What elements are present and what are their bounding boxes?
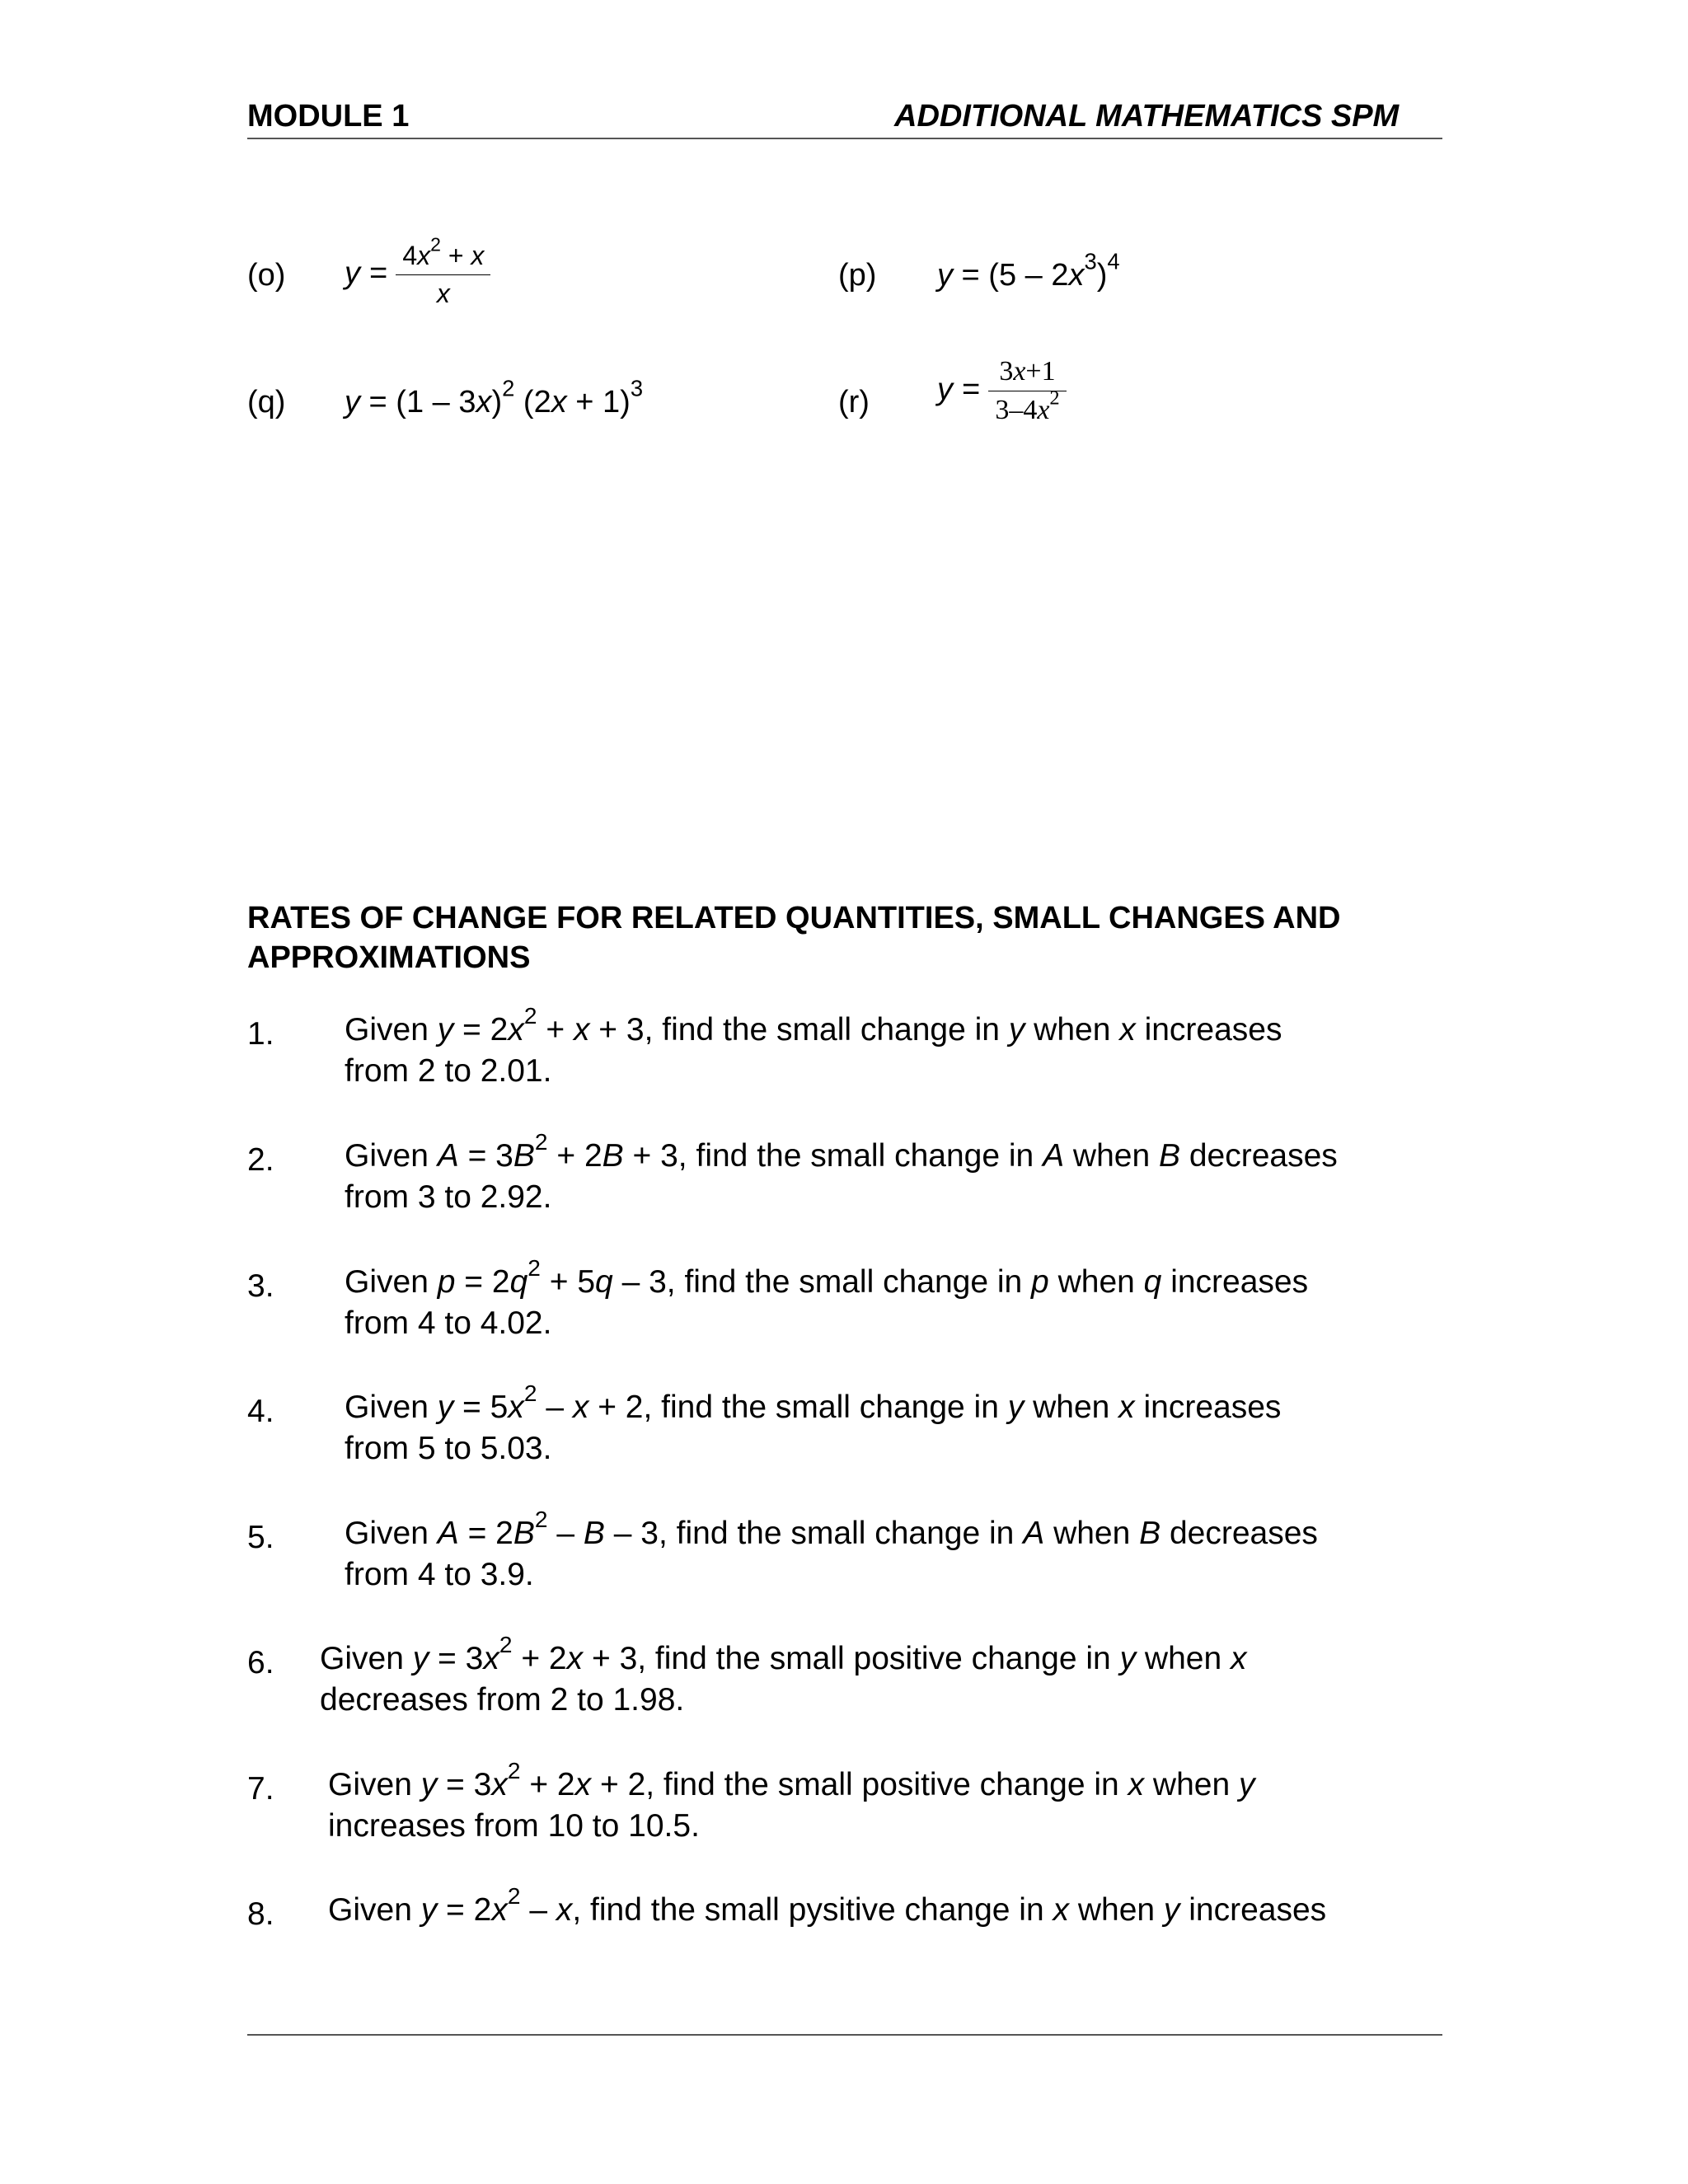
question-line: from 2 to 2.01.	[345, 1053, 552, 1089]
question-text	[345, 1254, 1309, 1344]
question-line: Given $y = 3x^2 + 2x + 2$, find the small positive change in x when y	[328, 1757, 1255, 1802]
question-line: Given $y = 2x^2 - x$, find the small pysitive change in x when y increases	[328, 1882, 1327, 1928]
question-text	[345, 1002, 1282, 1092]
section-title: RATES OF CHANGE FOR RELATED QUANTITIES, SMALL CHANGES AND APPROXIMATIONS	[247, 901, 1341, 975]
question-text	[345, 1380, 1282, 1469]
subject-title: ADDITIONAL MATHEMATICS SPM	[894, 99, 1400, 134]
question-number: 6.	[247, 1645, 274, 1680]
question-number: 8.	[247, 1896, 274, 1932]
exercise-r-fraction: $\frac{3x+1}{3-4x^2}$	[988, 356, 1066, 426]
question-text	[320, 1631, 1247, 1721]
exercise-label-q: (q)	[247, 385, 286, 419]
question-line: Given $y = 3x^2 + 2x + 3$, find the small positive change in y when x	[320, 1631, 1247, 1676]
question-number: 4.	[247, 1394, 274, 1429]
question-line: from 4 to 3.9.	[345, 1557, 534, 1592]
question-line: from 5 to 5.03.	[345, 1431, 552, 1466]
question-line: decreases from 2 to 1.98.	[320, 1682, 685, 1718]
question-number: 5.	[247, 1520, 274, 1555]
question-line: from 4 to 4.02.	[345, 1305, 552, 1341]
question-line: Given $y = 5x^2 - x + 2$, find the small change in y when x increases	[345, 1380, 1282, 1425]
exercise-label-o: (o)	[247, 258, 286, 293]
question-text	[328, 1882, 1327, 1931]
question-number: 1.	[247, 1016, 274, 1052]
question-line: Given $p = 2q^2 + 5q - 3$, find the small change in p when q increases	[345, 1254, 1309, 1300]
question-text	[345, 1506, 1318, 1596]
exercise-r-lhs: y =	[937, 372, 980, 407]
exercise-o-fraction: $\frac{4x^2 + x}{x}$	[396, 241, 490, 309]
question-number: 3.	[247, 1268, 274, 1304]
exercise-p-expression: $y = (5 - 2x^3)^4$	[937, 248, 1120, 293]
exercise-o-expression	[345, 233, 490, 309]
question-line: Given $y = 2x^2 + x + 3$, find the small change in y when x increases	[345, 1002, 1282, 1047]
question-line: increases from 10 to 10.5.	[328, 1808, 700, 1844]
exercise-label-r: (r)	[838, 385, 870, 419]
question-text	[345, 1128, 1338, 1218]
exercise-o-lhs: y =	[345, 255, 387, 291]
exercise-q-expression: y = (1 – 3x)$^2$ $(2x + 1)^3$	[345, 375, 644, 419]
question-line: from 3 to 2.92.	[345, 1179, 552, 1215]
exercise-label-p: (p)	[838, 258, 877, 293]
header-rule	[247, 138, 1442, 139]
question-text	[328, 1757, 1255, 1847]
question-line: Given $A = 3B^2 + 2B + 3$, find the small change in A when B decreases	[345, 1128, 1338, 1174]
module-label: MODULE 1	[247, 99, 410, 134]
question-number: 2.	[247, 1142, 274, 1178]
footer-rule	[247, 2034, 1442, 2036]
question-number: 7.	[247, 1771, 274, 1807]
exercise-r-expression	[937, 356, 1067, 426]
question-line: Given $A = 2B^2 - B - 3$, find the small change in A when B decreases	[345, 1506, 1318, 1551]
